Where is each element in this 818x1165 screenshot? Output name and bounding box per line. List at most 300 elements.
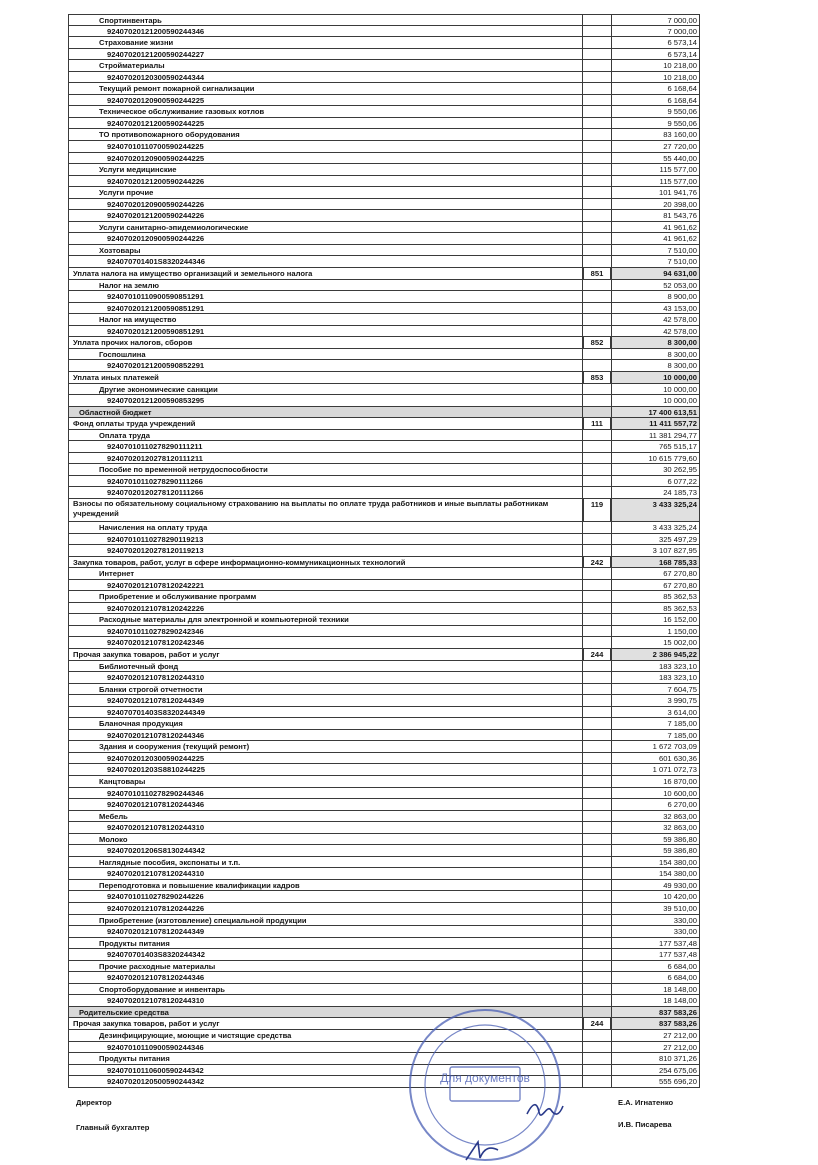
row-code [583, 868, 611, 879]
table-row [68, 568, 700, 580]
row-code [583, 441, 611, 452]
row-amount: 6 684,00 [611, 972, 700, 983]
row-code [583, 834, 611, 845]
row-code [583, 83, 611, 94]
table-row [68, 707, 700, 719]
table-row [68, 661, 700, 673]
row-code [583, 1042, 611, 1053]
row-code [583, 591, 611, 602]
table-row [68, 891, 700, 903]
row-label: 92407020121200590244226 [68, 176, 583, 187]
table-row [68, 464, 700, 476]
row-code [583, 210, 611, 221]
director-signature [525, 1100, 565, 1120]
table-row [68, 811, 700, 823]
row-code [583, 891, 611, 902]
row-code [583, 15, 611, 25]
table-row [68, 268, 700, 280]
row-label: 92407010110278290111266 [68, 476, 583, 487]
table-row [68, 557, 700, 569]
row-code [583, 72, 611, 83]
row-amount: 42 578,00 [611, 326, 700, 337]
row-amount: 115 577,00 [611, 164, 700, 175]
table-row [68, 233, 700, 245]
row-label: 924070201206S8130244342 [68, 845, 583, 856]
row-label: Канцтовары [68, 776, 583, 787]
row-code [583, 857, 611, 868]
row-code [583, 129, 611, 140]
row-code [583, 672, 611, 683]
row-code [583, 106, 611, 117]
row-amount: 59 386,80 [611, 834, 700, 845]
row-label: Уплата налога на имущество организаций и земельного налога [68, 268, 583, 279]
row-code [583, 926, 611, 937]
row-code [583, 176, 611, 187]
row-code [583, 661, 611, 672]
row-amount: 115 577,00 [611, 176, 700, 187]
row-code: 853 [583, 372, 611, 383]
table-row [68, 60, 700, 72]
row-amount: 27 720,00 [611, 141, 700, 152]
row-amount: 7 000,00 [611, 15, 700, 25]
row-label: 92407020121200590851291 [68, 303, 583, 314]
table-row [68, 153, 700, 165]
row-amount: 10 218,00 [611, 60, 700, 71]
row-amount: 85 362,53 [611, 603, 700, 614]
row-code: 111 [583, 418, 611, 429]
row-amount: 7 185,00 [611, 718, 700, 729]
table-row [68, 164, 700, 176]
table-row [68, 326, 700, 338]
table-row [68, 614, 700, 626]
row-label: 92407020121078120242346 [68, 637, 583, 648]
row-label: Услуги санитарно-эпидемиологические [68, 222, 583, 233]
row-label: 924070701403S8320244342 [68, 949, 583, 960]
accountant-name: И.В. Писарева [618, 1120, 672, 1129]
row-label: Областной бюджет [68, 407, 583, 418]
table-row [68, 222, 700, 234]
row-amount: 7 185,00 [611, 730, 700, 741]
row-code [583, 37, 611, 48]
row-label: Оплата труда [68, 430, 583, 441]
row-code [583, 522, 611, 533]
table-row [68, 372, 700, 384]
row-label: 92407020120278120119213 [68, 545, 583, 556]
budget-table [68, 14, 700, 1088]
table-row [68, 522, 700, 534]
row-label: 92407020121200590244227 [68, 49, 583, 60]
table-row [68, 72, 700, 84]
row-label: 92407020121078120244349 [68, 695, 583, 706]
table-row [68, 337, 700, 349]
row-code [583, 695, 611, 706]
table-row [68, 418, 700, 430]
table-row [68, 314, 700, 326]
row-label: Уплата иных платежей [68, 372, 583, 383]
row-code [583, 938, 611, 949]
row-code [583, 141, 611, 152]
table-row [68, 106, 700, 118]
row-amount: 8 300,00 [611, 337, 700, 348]
row-label: Взносы по обязательному социальному страхованию на выплаты по оплате труда работников и иные выплаты работникам учреждений [68, 499, 583, 521]
row-label: 92407020120300590244225 [68, 753, 583, 764]
row-amount: 10 218,00 [611, 72, 700, 83]
row-label: 92407020121078120244310 [68, 672, 583, 683]
row-code [583, 961, 611, 972]
row-label: Приобретение (изготовление) специальной продукции [68, 915, 583, 926]
row-code [583, 233, 611, 244]
row-label: Госпошлина [68, 349, 583, 360]
table-row [68, 730, 700, 742]
row-label: 924070701403S8320244349 [68, 707, 583, 718]
table-row [68, 637, 700, 649]
row-amount: 1 150,00 [611, 626, 700, 637]
table-row [68, 129, 700, 141]
row-code [583, 776, 611, 787]
table-row [68, 741, 700, 753]
table-row [68, 753, 700, 765]
row-amount: 10 615 779,60 [611, 453, 700, 464]
row-code: 852 [583, 337, 611, 348]
row-label: Здания и сооружения (текущий ремонт) [68, 741, 583, 752]
row-code [583, 603, 611, 614]
row-code [583, 430, 611, 441]
row-label: 92407020121078120244226 [68, 903, 583, 914]
row-code: 242 [583, 557, 611, 568]
row-label: 92407020120500590244342 [68, 1076, 583, 1087]
row-amount: 601 630,36 [611, 753, 700, 764]
row-code [583, 845, 611, 856]
row-code [583, 360, 611, 371]
table-row [68, 349, 700, 361]
row-code [583, 1053, 611, 1064]
row-code [583, 730, 611, 741]
table-row [68, 14, 700, 26]
row-amount: 11 381 294,77 [611, 430, 700, 441]
table-row [68, 256, 700, 268]
table-row [68, 788, 700, 800]
row-label: Библиотечный фонд [68, 661, 583, 672]
row-amount: 9 550,06 [611, 118, 700, 129]
table-row [68, 799, 700, 811]
row-label: 92407020121078120242221 [68, 580, 583, 591]
row-amount: 330,00 [611, 926, 700, 937]
table-row [68, 834, 700, 846]
row-label: Наглядные пособия, экспонаты и т.п. [68, 857, 583, 868]
row-label: Мебель [68, 811, 583, 822]
row-label: Налог на имущество [68, 314, 583, 325]
row-amount: 837 583,26 [611, 1018, 700, 1029]
row-amount: 16 870,00 [611, 776, 700, 787]
row-code [583, 303, 611, 314]
row-amount: 183 323,10 [611, 661, 700, 672]
row-label: Услуги прочие [68, 187, 583, 198]
table-row [68, 718, 700, 730]
row-label: 92407010110278290244346 [68, 788, 583, 799]
accountant-title: Главный бухгалтер [76, 1123, 150, 1132]
table-row [68, 476, 700, 488]
row-code [583, 395, 611, 406]
row-amount: 1 071 072,73 [611, 764, 700, 775]
row-label: 92407020120900590244225 [68, 95, 583, 106]
row-code [583, 545, 611, 556]
row-label: Техническое обслуживание газовых котлов [68, 106, 583, 117]
row-amount: 6 573,14 [611, 49, 700, 60]
row-label: Налог на землю [68, 280, 583, 291]
row-amount: 11 411 557,72 [611, 418, 700, 429]
row-amount: 42 578,00 [611, 314, 700, 325]
row-code [583, 707, 611, 718]
row-label: 92407020121200590851291 [68, 326, 583, 337]
row-code [583, 95, 611, 106]
table-row [68, 984, 700, 996]
row-label: Уплата прочих налогов, сборов [68, 337, 583, 348]
row-label: Бланки строгой отчетности [68, 684, 583, 695]
row-amount: 8 300,00 [611, 349, 700, 360]
row-label: 92407020121078120244346 [68, 730, 583, 741]
table-row [68, 949, 700, 961]
row-amount: 39 510,00 [611, 903, 700, 914]
table-row [68, 1042, 700, 1054]
row-amount: 27 212,00 [611, 1042, 700, 1053]
row-code [583, 407, 611, 418]
row-amount: 94 631,00 [611, 268, 700, 279]
row-amount: 10 600,00 [611, 788, 700, 799]
table-row [68, 384, 700, 396]
director-title: Директор [76, 1098, 112, 1107]
row-label: Родительские средства [68, 1007, 583, 1018]
row-label: 92407020121078120244349 [68, 926, 583, 937]
table-row [68, 649, 700, 661]
table-row [68, 903, 700, 915]
row-code [583, 1076, 611, 1087]
table-row [68, 176, 700, 188]
row-label: 92407020120900590244226 [68, 199, 583, 210]
row-code [583, 995, 611, 1006]
table-row [68, 453, 700, 465]
row-amount: 154 380,00 [611, 857, 700, 868]
table-row [68, 857, 700, 869]
row-amount: 32 863,00 [611, 822, 700, 833]
row-amount: 6 684,00 [611, 961, 700, 972]
table-row [68, 95, 700, 107]
stamp-text: Для документов [440, 1071, 530, 1085]
row-code [583, 476, 611, 487]
row-amount: 837 583,26 [611, 1007, 700, 1018]
table-row [68, 845, 700, 857]
row-code [583, 799, 611, 810]
row-label: 92407020121200590853295 [68, 395, 583, 406]
table-row [68, 545, 700, 557]
row-label: Начисления на оплату труда [68, 522, 583, 533]
row-label: 92407010110900590244346 [68, 1042, 583, 1053]
row-code [583, 164, 611, 175]
table-row [68, 245, 700, 257]
row-label: ТО противопожарного оборудования [68, 129, 583, 140]
row-label: Молоко [68, 834, 583, 845]
row-code [583, 822, 611, 833]
row-amount: 7 510,00 [611, 245, 700, 256]
row-code: 119 [583, 499, 611, 521]
table-row [68, 303, 700, 315]
row-code [583, 199, 611, 210]
table-row [68, 199, 700, 211]
row-amount: 254 675,06 [611, 1065, 700, 1076]
row-code [583, 637, 611, 648]
row-amount: 555 696,20 [611, 1076, 700, 1087]
row-code [583, 984, 611, 995]
row-amount: 17 400 613,51 [611, 407, 700, 418]
row-label: 92407020120900590244226 [68, 233, 583, 244]
row-label: Пособие по временной нетрудоспособности [68, 464, 583, 475]
table-row [68, 580, 700, 592]
row-label: Дезинфицирующие, моющие и чистящие средства [68, 1030, 583, 1041]
table-row [68, 187, 700, 199]
row-code [583, 291, 611, 302]
row-amount: 177 537,48 [611, 949, 700, 960]
row-label: Прочие расходные материалы [68, 961, 583, 972]
table-row [68, 972, 700, 984]
table-row [68, 603, 700, 615]
row-code [583, 788, 611, 799]
row-amount: 7 000,00 [611, 26, 700, 37]
table-row [68, 672, 700, 684]
row-code [583, 949, 611, 960]
row-label: 92407010110278290244226 [68, 891, 583, 902]
row-code [583, 453, 611, 464]
row-label: Страхование жизни [68, 37, 583, 48]
row-code [583, 245, 611, 256]
row-amount: 67 270,80 [611, 580, 700, 591]
row-label: 924070201203S8810244225 [68, 764, 583, 775]
table-row [68, 591, 700, 603]
table-row [68, 626, 700, 638]
row-code [583, 153, 611, 164]
table-row [68, 499, 700, 522]
row-amount: 330,00 [611, 915, 700, 926]
table-row [68, 1018, 700, 1030]
row-amount: 16 152,00 [611, 614, 700, 625]
row-code [583, 326, 611, 337]
row-label: 92407020120900590244225 [68, 153, 583, 164]
table-row [68, 764, 700, 776]
row-amount: 10 000,00 [611, 395, 700, 406]
row-label: 92407020120278120111211 [68, 453, 583, 464]
row-label: 92407020120278120111266 [68, 487, 583, 498]
row-label: 92407020121078120244346 [68, 799, 583, 810]
row-amount: 6 077,22 [611, 476, 700, 487]
row-amount: 2 386 945,22 [611, 649, 700, 660]
row-label: Продукты питания [68, 938, 583, 949]
row-label: Интернет [68, 568, 583, 579]
row-amount: 41 961,62 [611, 233, 700, 244]
table-row [68, 141, 700, 153]
row-code [583, 684, 611, 695]
row-amount: 67 270,80 [611, 568, 700, 579]
row-code [583, 880, 611, 891]
table-row [68, 291, 700, 303]
row-amount: 3 107 827,95 [611, 545, 700, 556]
row-amount: 8 900,00 [611, 291, 700, 302]
row-label: 92407020121200590244225 [68, 118, 583, 129]
director-name: Е.А. Игнатенко [618, 1098, 674, 1107]
row-amount: 3 990,75 [611, 695, 700, 706]
table-row [68, 430, 700, 442]
table-row [68, 684, 700, 696]
row-code: 244 [583, 1018, 611, 1029]
row-label: 92407010110278290111211 [68, 441, 583, 452]
row-amount: 6 168,64 [611, 83, 700, 94]
row-amount: 81 543,76 [611, 210, 700, 221]
row-code [583, 718, 611, 729]
table-row [68, 395, 700, 407]
row-amount: 43 153,00 [611, 303, 700, 314]
row-code [583, 464, 611, 475]
row-label: Продукты питания [68, 1053, 583, 1064]
row-amount: 7 510,00 [611, 256, 700, 267]
row-label: Расходные материалы для электронной и компьютерной техники [68, 614, 583, 625]
table-row [68, 441, 700, 453]
row-amount: 18 148,00 [611, 984, 700, 995]
row-amount: 59 386,80 [611, 845, 700, 856]
row-label: 92407020121200590244346 [68, 26, 583, 37]
table-row [68, 938, 700, 950]
row-code [583, 811, 611, 822]
row-code [583, 256, 611, 267]
table-row [68, 915, 700, 927]
row-code: 851 [583, 268, 611, 279]
row-label: 92407020121200590852291 [68, 360, 583, 371]
table-row [68, 995, 700, 1007]
row-code [583, 903, 611, 914]
row-label: 92407010110900590851291 [68, 291, 583, 302]
accountant-signature [462, 1140, 502, 1162]
row-code [583, 280, 611, 291]
row-amount: 765 515,17 [611, 441, 700, 452]
row-code [583, 741, 611, 752]
row-label: Текущий ремонт пожарной сигнализации [68, 83, 583, 94]
table-row [68, 822, 700, 834]
table-row [68, 83, 700, 95]
row-code [583, 26, 611, 37]
row-amount: 24 185,73 [611, 487, 700, 498]
row-code [583, 534, 611, 545]
row-amount: 168 785,33 [611, 557, 700, 568]
row-code [583, 972, 611, 983]
row-code [583, 626, 611, 637]
table-row [68, 407, 700, 419]
row-amount: 20 398,00 [611, 199, 700, 210]
row-code [583, 753, 611, 764]
table-row [68, 37, 700, 49]
row-code [583, 568, 611, 579]
row-amount: 3 433 325,24 [611, 522, 700, 533]
row-label: 92407020121078120244310 [68, 995, 583, 1006]
row-amount: 325 497,29 [611, 534, 700, 545]
row-code [583, 118, 611, 129]
row-label: Переподготовка и повышение квалификации кадров [68, 880, 583, 891]
row-label: 92407020121078120242226 [68, 603, 583, 614]
row-amount: 55 440,00 [611, 153, 700, 164]
row-label: Спортинвентарь [68, 15, 583, 25]
table-row [68, 961, 700, 973]
row-amount: 3 614,00 [611, 707, 700, 718]
table-row [68, 26, 700, 38]
row-code [583, 314, 611, 325]
row-code [583, 349, 611, 360]
row-amount: 27 212,00 [611, 1030, 700, 1041]
row-amount: 85 362,53 [611, 591, 700, 602]
